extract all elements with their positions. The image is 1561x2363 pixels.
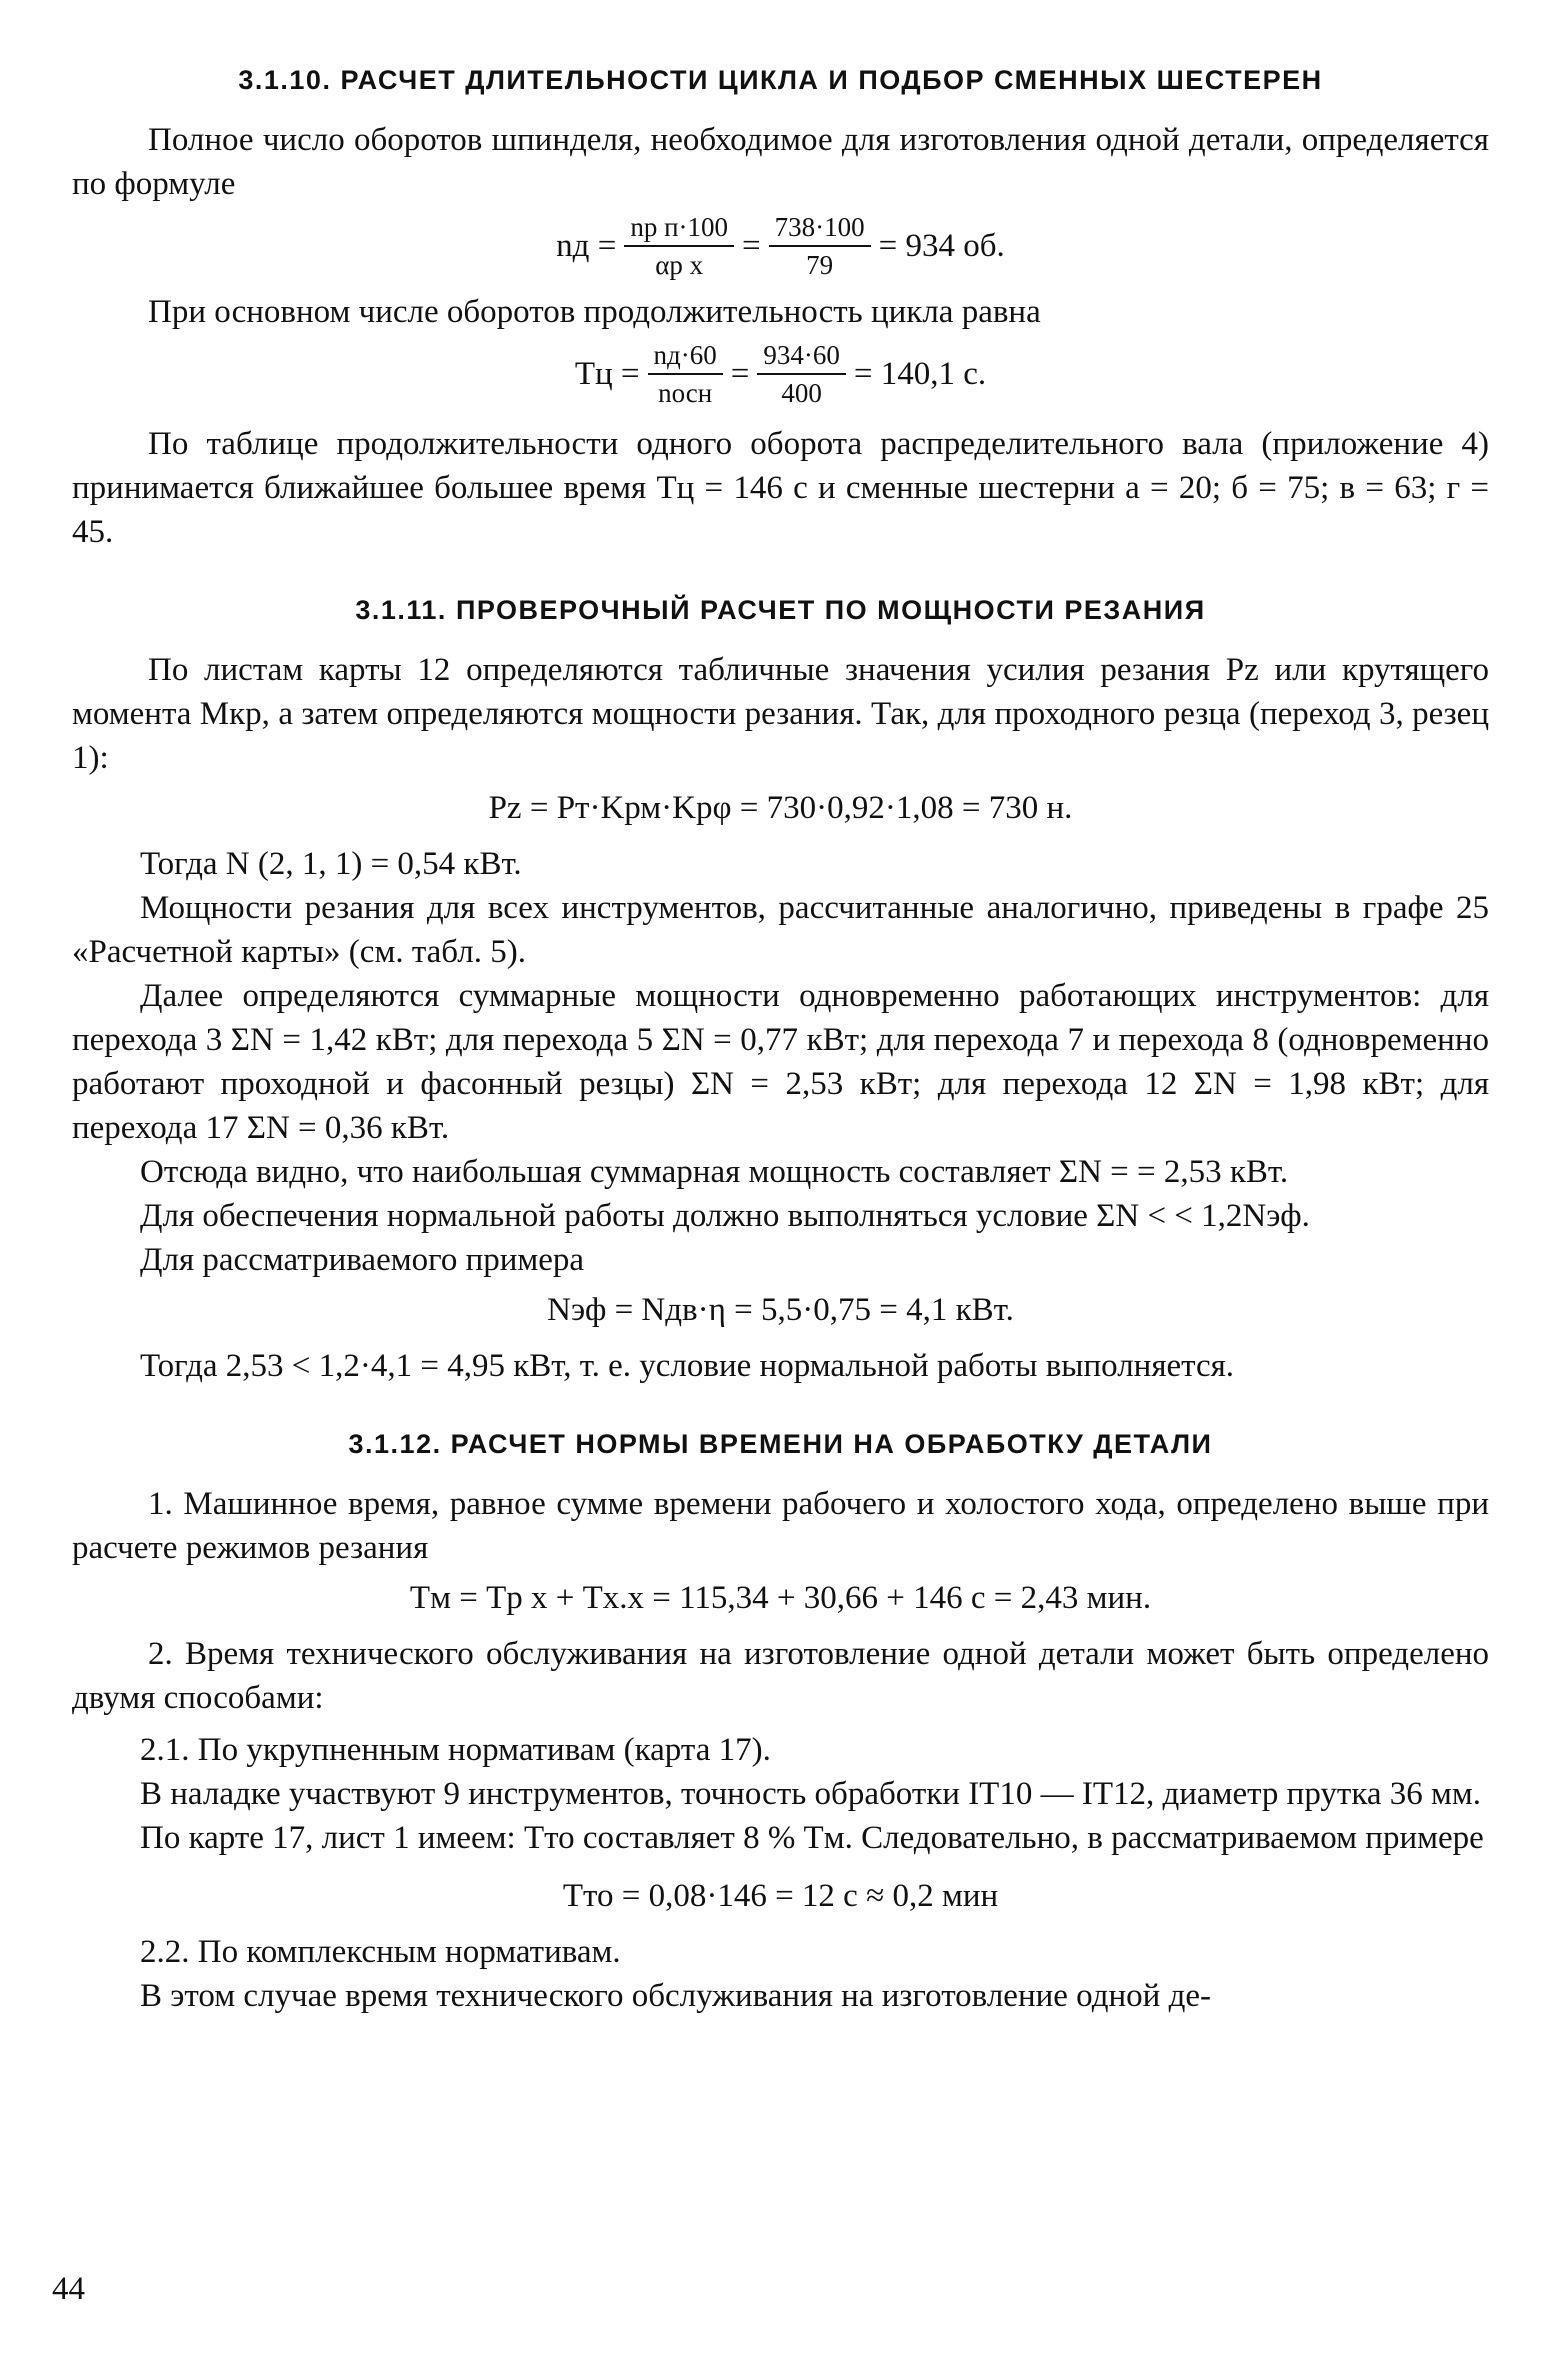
paragraph: 2. Время технического обслуживания на изготовление одной детали может быть определено двумя способами: (72, 1636, 1489, 1716)
formula-lhs: nд = (556, 228, 617, 264)
formula-effective-power: Nэф = Nдв·η = 5,5·0,75 = 4,1 кВт. (547, 1292, 1014, 1328)
fraction (624, 212, 734, 280)
denominator: αр х (655, 250, 704, 280)
fraction (757, 340, 846, 408)
paragraph: 2.2. По комплексным нормативам. (140, 1934, 621, 1970)
paragraph: Полное число оборотов шпинделя, необходимое для изготовления одной детали, определяется по формуле (72, 122, 1489, 202)
formula-cycle-time (72, 340, 1489, 408)
paragraph: Для обеспечения нормальной работы должно выполняться условие ΣN < < 1,2Nэф. (140, 1198, 1310, 1234)
section-heading-3-1-11: 3.1.11. ПРОВЕРОЧНЫЙ РАСЧЕТ ПО МОЩНОСТИ РЕЗАНИЯ (355, 595, 1206, 625)
formula-cutting-force: Pz = Pт·Kрм·Kрφ = 730·0,92·1,08 = 730 н. (488, 790, 1073, 826)
denominator: nосн (658, 378, 713, 408)
formula-result: = 140,1 с. (853, 356, 987, 392)
paragraph: В наладке участвуют 9 инструментов, точность обработки IT10 — IT12, диаметр прутка 36 мм. (140, 1776, 1482, 1812)
page-number: 44 (52, 2271, 85, 2307)
paragraph: Тогда N (2, 1, 1) = 0,54 кВт. (140, 846, 522, 882)
denominator: 400 (781, 378, 822, 408)
paragraph: При основном числе оборотов продолжительность цикла равна (148, 294, 1041, 330)
paragraph: В этом случае время технического обслуживания на изготовление одной де- (140, 1978, 1212, 2014)
section-heading-3-1-10: 3.1.10. РАСЧЕТ ДЛИТЕЛЬНОСТИ ЦИКЛА И ПОДБОР СМЕННЫХ ШЕСТЕРЕН (238, 65, 1323, 95)
fraction (769, 212, 871, 280)
equals-sign: = (742, 228, 761, 264)
denominator: 79 (806, 250, 834, 280)
formula-maintenance-time: Tто = 0,08·146 = 12 с ≈ 0,2 мин (562, 1878, 999, 1914)
formula-lhs: Tц = (574, 356, 640, 392)
numerator: nр п·100 (624, 212, 734, 247)
formula-result: = 934 об. (878, 228, 1005, 264)
formula-machine-time: Tм = Tр х + Tх.х = 115,34 + 30,66 + 146 с = 2,43 мин. (409, 1580, 1152, 1616)
paragraph: По листам карты 12 определяются табличные значения усилия резания Pz или крутящего момента Mкр, а затем определяются мощности резания. Так, для проходного резца (переход 3, резец 1): (72, 652, 1489, 776)
paragraph: Тогда 2,53 < 1,2·4,1 = 4,95 кВт, т. е. условие нормальной работы выполняется. (140, 1348, 1235, 1384)
paragraph: Отсюда видно, что наибольшая суммарная мощность составляет ΣN = = 2,53 кВт. (140, 1154, 1289, 1190)
equals-sign: = (730, 356, 750, 392)
numerator: 934·60 (757, 340, 846, 375)
paragraph: По таблице продолжительности одного оборота распределительного вала (приложение 4) принимается ближайшее большее время Tц = 146 с и сменные шестерни а = 20; б = 75; в = 63; г = 45. (72, 426, 1489, 550)
paragraph: 2.1. По укрупненным нормативам (карта 17). (140, 1732, 771, 1768)
paragraph: Мощности резания для всех инструментов, рассчитанные аналогично, приведены в графе 25 «Расчетной карты» (см. табл. 5). (72, 890, 1489, 970)
fraction (648, 340, 723, 408)
numerator: nд·60 (648, 340, 723, 375)
formula-spindle-revolutions (72, 212, 1489, 280)
section-heading-3-1-12: 3.1.12. РАСЧЕТ НОРМЫ ВРЕМЕНИ НА ОБРАБОТКУ ДЕТАЛИ (348, 1429, 1213, 1459)
paragraph: По карте 17, лист 1 имеем: Tто составляет 8 % Tм. Следовательно, в рассматриваемом примере (140, 1820, 1484, 1856)
paragraph: Далее определяются суммарные мощности одновременно работающих инструментов: для перехода 3 ΣN = 1,42 кВт; для перехода 5 ΣN = 0,77 кВт; для перехода 7 и перехода 8 (одновременно работают проходной и фасонный резцы) ΣN = 2,53 кВт; для перехода 12 ΣN = 1,98 кВт; для перехода 17 ΣN = 0,36 кВт. (72, 978, 1489, 1146)
paragraph: 1. Машинное время, равное сумме времени рабочего и холостого хода, определено выше при расчете режимов резания (72, 1486, 1489, 1566)
paragraph: Для рассматриваемого примера (140, 1242, 585, 1278)
numerator: 738·100 (769, 212, 871, 247)
